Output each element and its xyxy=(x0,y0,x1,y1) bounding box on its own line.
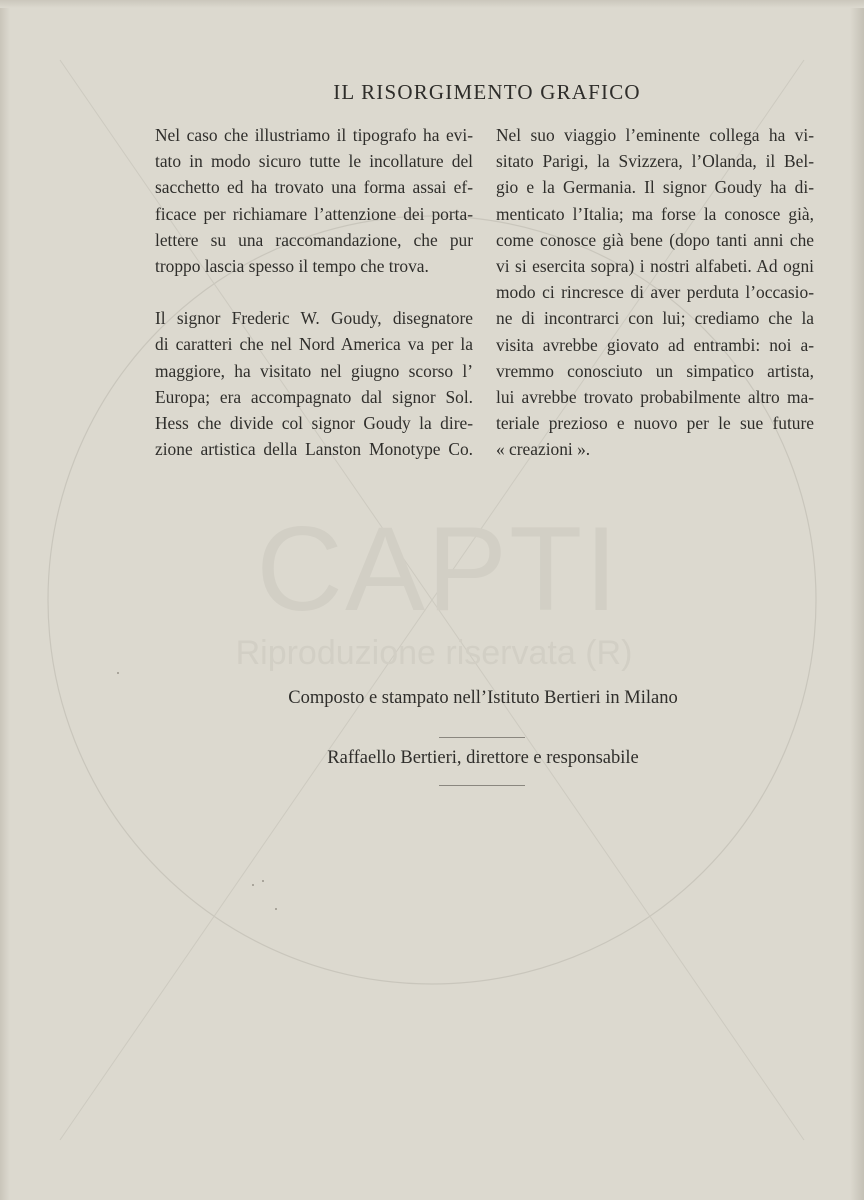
text-line: Il signor Frederic W. Goudy, disegnatore xyxy=(155,308,473,329)
text-line: teriale prezioso e nuovo per le sue future xyxy=(496,413,814,434)
watermark-subtitle: Riproduzione riservata (R) xyxy=(235,634,633,672)
paper-speck xyxy=(262,880,264,882)
text-line: menticato l’Italia; ma forse la conosce già, xyxy=(496,203,814,224)
text-line: di caratteri che nel Nord America va per la xyxy=(155,334,473,355)
paper-speck xyxy=(117,672,119,674)
text-line: sitato Parigi, la Svizzera, l’Olanda, il Bel- xyxy=(496,151,814,172)
paper-speck xyxy=(275,908,277,910)
text-line: gio e la Germania. Il signor Goudy ha di- xyxy=(496,177,814,198)
text-line: troppo lascia spesso il tempo che trova. xyxy=(155,255,429,276)
left-column xyxy=(155,122,473,462)
text-line: zione artistica della Lanston Monotype Co. xyxy=(155,439,473,460)
text-line: lettere su una raccomandazione, che pur xyxy=(155,229,473,250)
text-line: Hess che divide col signor Goudy la dire- xyxy=(155,412,473,433)
text-line: sacchetto ed ha trovato una forma assai ef- xyxy=(155,177,473,198)
paragraph-goudy xyxy=(155,305,473,462)
text-line: Nel caso che illustriamo il tipografo ha evi- xyxy=(155,125,473,145)
running-header: IL RISORGIMENTO GRAFICO xyxy=(333,80,641,104)
text-line: Nel suo viaggio l’eminente collega ha vi- xyxy=(496,125,814,145)
divider-rule xyxy=(439,737,525,738)
colophon-director: Raffaello Bertieri, direttore e responsabile xyxy=(327,748,639,768)
text-line: ficace per richiamare l’attenzione dei porta- xyxy=(155,203,473,224)
text-line: « creazioni ». xyxy=(496,439,591,460)
text-line: vi si esercita sopra) i nostri alfabeti. Ad ogni xyxy=(496,255,814,276)
divider-rule xyxy=(439,785,525,786)
text-line: Europa; era accompagnato dal signor Sol. xyxy=(155,386,473,407)
text-line: lui avrebbe trovato probabilmente altro ma- xyxy=(496,386,814,407)
text-line: maggiore, ha visitato nel giugno scorso l’ xyxy=(155,360,473,381)
text-line: visita avrebbe giovato ad entrambi: noi a- xyxy=(496,334,814,355)
paper-speck xyxy=(252,884,254,886)
text-line: vremmo conosciuto un simpatico artista, xyxy=(496,360,814,381)
right-column xyxy=(496,122,814,462)
text-line: ne di incontrarci con lui; crediamo che la xyxy=(496,308,814,329)
text-line: modo ci rincresce di aver perduta l’occasio- xyxy=(496,282,814,303)
text-line: tato in modo sicuro tutte le incollature del xyxy=(155,151,473,172)
paragraph-packaging xyxy=(155,122,473,279)
paragraph-gap xyxy=(155,279,473,305)
watermark-logo: CAPTI xyxy=(256,502,620,636)
colophon-printer: Composto e stampato nell’Istituto Bertieri in Milano xyxy=(288,688,678,708)
text-line: come conosce già bene (dopo tanti anni che xyxy=(496,229,814,250)
